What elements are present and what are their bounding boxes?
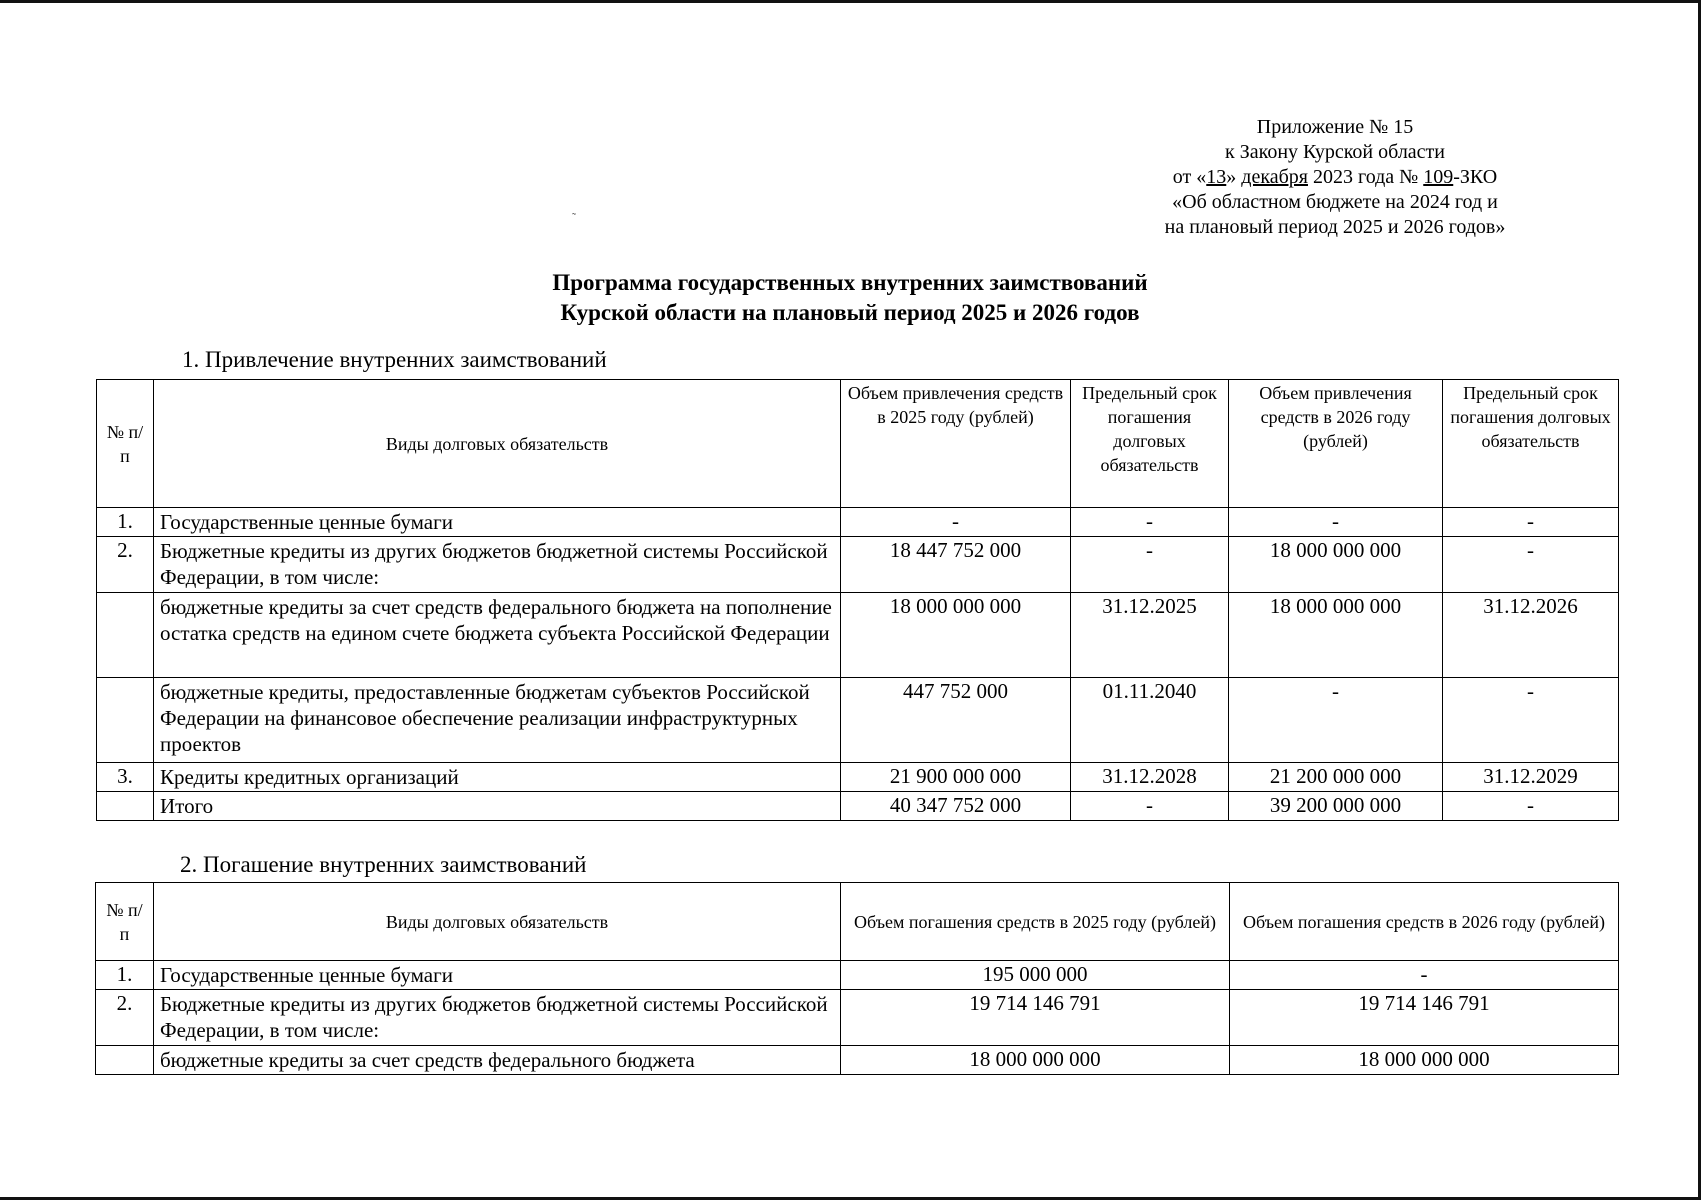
col-header-kind: Виды долговых обязательств xyxy=(154,883,841,961)
table-row xyxy=(97,678,1619,763)
row-vol2026: 19 714 146 791 xyxy=(1230,990,1619,1046)
row-kind: Государственные ценные бумаги xyxy=(154,961,841,990)
col-header-vol2025: Объем привлечения средств в 2025 году (рублей) xyxy=(841,380,1071,508)
table-row xyxy=(97,593,1619,678)
row-vol2026: - xyxy=(1230,961,1619,990)
appendix-law-suffix: -ЗКО xyxy=(1453,166,1498,188)
section1-heading: 1. Привлечение внутренних заимствований xyxy=(182,347,607,372)
row-vol2025: 195 000 000 xyxy=(841,961,1230,990)
row-kind: Итого xyxy=(154,792,841,821)
col-header-vol2026: Объем привлечения средств в 2026 году (рублей) xyxy=(1229,380,1443,508)
row-num: 2. xyxy=(96,990,154,1046)
table-header-row xyxy=(97,380,1619,508)
row-vol2025: 447 752 000 xyxy=(841,678,1071,763)
col-header-num: № п/п xyxy=(97,380,154,508)
table-row xyxy=(97,508,1619,537)
row-kind: бюджетные кредиты за счет средств федерального бюджета xyxy=(154,1046,841,1075)
appendix-law-number: 109 xyxy=(1423,166,1454,188)
row-vol2026: - xyxy=(1229,508,1443,537)
row-num: 1. xyxy=(96,961,154,990)
row-term2025: - xyxy=(1071,792,1229,821)
appendix-date-sep: » xyxy=(1226,166,1242,188)
row-vol2026: 39 200 000 000 xyxy=(1229,792,1443,821)
table-row xyxy=(96,990,1619,1046)
appendix-block xyxy=(1130,115,1540,240)
col-header-term2025: Предельный срок погашения долговых обязательств xyxy=(1071,380,1229,508)
row-term2025: 31.12.2028 xyxy=(1071,763,1229,792)
document-title xyxy=(380,268,1320,328)
row-vol2026: - xyxy=(1229,678,1443,763)
row-num xyxy=(97,792,154,821)
row-vol2026: 18 000 000 000 xyxy=(1230,1046,1619,1075)
row-num xyxy=(96,1046,154,1075)
row-num: 1. xyxy=(97,508,154,537)
row-term2026: 31.12.2029 xyxy=(1443,763,1619,792)
row-vol2025: 18 447 752 000 xyxy=(841,537,1071,593)
row-term2025: - xyxy=(1071,508,1229,537)
row-vol2025: 18 000 000 000 xyxy=(841,593,1071,678)
row-num: 3. xyxy=(97,763,154,792)
appendix-date-month: декабря xyxy=(1241,166,1308,188)
appendix-date-day: 13 xyxy=(1206,166,1227,188)
col-header-vol2026: Объем погашения средств в 2026 году (рублей) xyxy=(1230,883,1619,961)
col-header-num: № п/п xyxy=(96,883,154,961)
scan-speck: ˜ xyxy=(572,210,576,224)
appendix-line-5: на плановый период 2025 и 2026 годов» xyxy=(1164,216,1506,238)
row-vol2025: - xyxy=(841,508,1071,537)
row-term2026: - xyxy=(1443,678,1619,763)
row-num xyxy=(97,678,154,763)
borrowings-repayment-table xyxy=(95,882,1619,1075)
appendix-line-2: к Закону Курской области xyxy=(1225,141,1445,163)
row-term2026: 31.12.2026 xyxy=(1443,593,1619,678)
appendix-date-prefix: от « xyxy=(1172,166,1207,188)
document-title-line-1: Программа государственных внутренних заимствований xyxy=(552,270,1148,295)
row-num: 2. xyxy=(97,537,154,593)
appendix-line-4: «Об областном бюджете на 2024 год и xyxy=(1172,191,1498,213)
row-term2026: - xyxy=(1443,792,1619,821)
row-term2026: - xyxy=(1443,508,1619,537)
row-term2025: 01.11.2040 xyxy=(1071,678,1229,763)
table-row xyxy=(97,537,1619,593)
section2-heading: 2. Погашение внутренних заимствований xyxy=(180,852,587,877)
row-vol2025: 19 714 146 791 xyxy=(841,990,1230,1046)
row-vol2025: 18 000 000 000 xyxy=(841,1046,1230,1075)
row-term2025: 31.12.2025 xyxy=(1071,593,1229,678)
row-kind: Государственные ценные бумаги xyxy=(154,508,841,537)
scan-edge-top xyxy=(0,0,1701,3)
document-title-line-2: Курской области на плановый период 2025 и 2026 годов xyxy=(560,300,1140,325)
appendix-year-number-label: 2023 года № xyxy=(1307,166,1424,188)
row-vol2026: 18 000 000 000 xyxy=(1229,537,1443,593)
row-vol2025: 21 900 000 000 xyxy=(841,763,1071,792)
row-kind: бюджетные кредиты, предоставленные бюджетам субъектов Российской Федерации на финансовое обеспечение реализации инфраструктурных проектов xyxy=(154,678,841,763)
col-header-vol2025: Объем погашения средств в 2025 году (рублей) xyxy=(841,883,1230,961)
table-total-row xyxy=(97,792,1619,821)
row-vol2025: 40 347 752 000 xyxy=(841,792,1071,821)
col-header-kind: Виды долговых обязательств xyxy=(154,380,841,508)
table-header-row xyxy=(96,883,1619,961)
col-header-term2026: Предельный срок погашения долговых обязательств xyxy=(1443,380,1619,508)
row-kind: Бюджетные кредиты из других бюджетов бюджетной системы Российской Федерации, в том числе: xyxy=(154,990,841,1046)
table-row xyxy=(96,961,1619,990)
table-row xyxy=(96,1046,1619,1075)
row-vol2026: 21 200 000 000 xyxy=(1229,763,1443,792)
appendix-line-1: Приложение № 15 xyxy=(1256,116,1414,138)
appendix-line-3 xyxy=(1130,165,1540,190)
row-kind: Бюджетные кредиты из других бюджетов бюджетной системы Российской Федерации, в том числе: xyxy=(154,537,841,593)
table-row xyxy=(97,763,1619,792)
row-term2026: - xyxy=(1443,537,1619,593)
row-kind: Кредиты кредитных организаций xyxy=(154,763,841,792)
row-kind: бюджетные кредиты за счет средств федерального бюджета на пополнение остатка средств на едином счете бюджета субъекта Российской Федерации xyxy=(154,593,841,678)
borrowings-attraction-table xyxy=(96,379,1619,821)
row-vol2026: 18 000 000 000 xyxy=(1229,593,1443,678)
row-term2025: - xyxy=(1071,537,1229,593)
row-num xyxy=(97,593,154,678)
